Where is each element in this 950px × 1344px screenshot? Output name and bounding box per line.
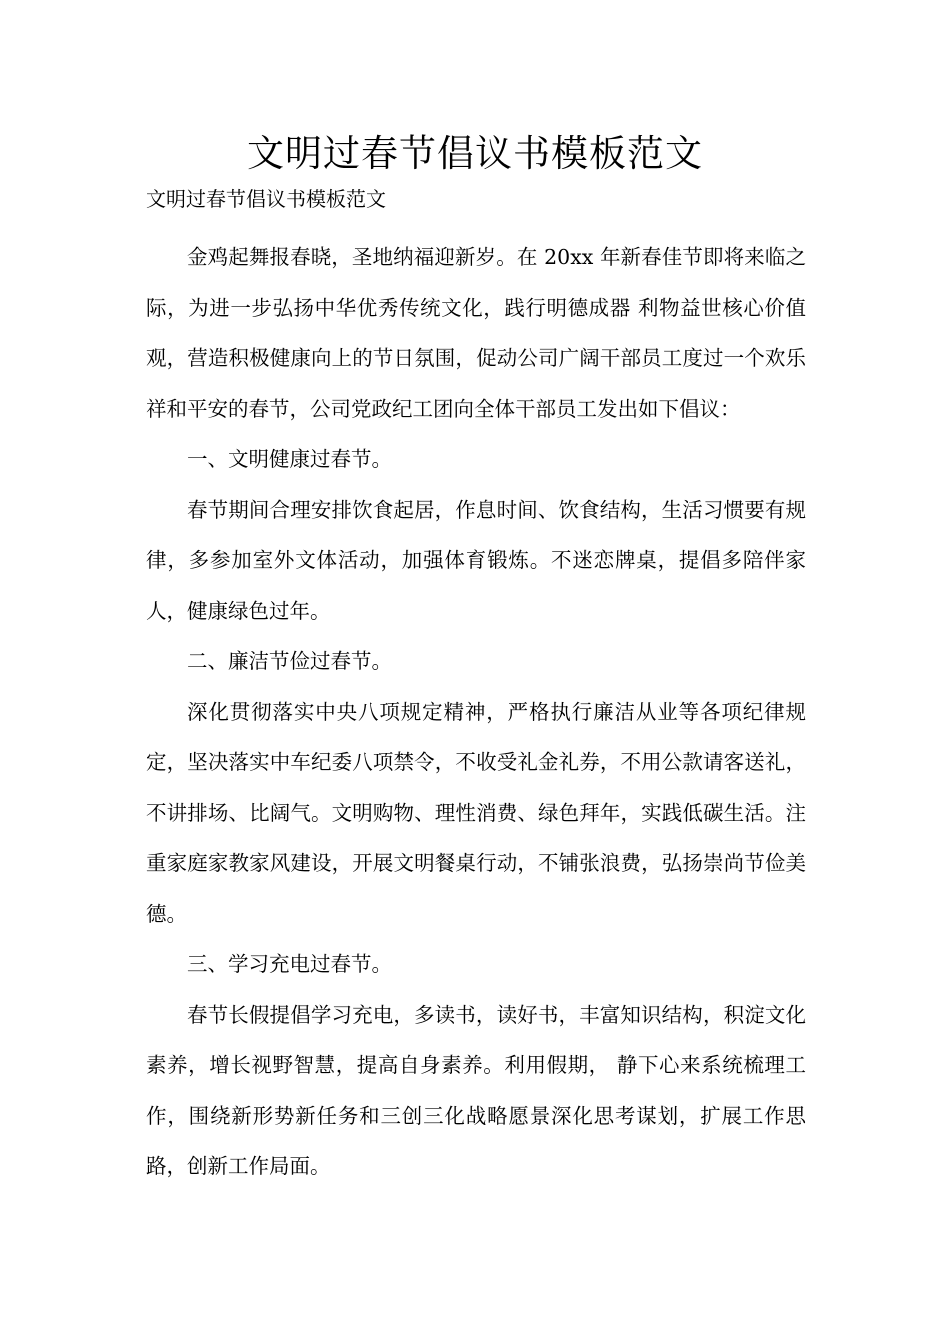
section-heading-2: 二、廉洁节俭过春节。 xyxy=(187,649,392,673)
document-body xyxy=(146,232,806,1192)
document-subtitle: 文明过春节倡议书模板范文 xyxy=(146,187,386,211)
intro-paragraph: 金鸡起舞报春晓，圣地纳福迎新岁。在 20xx 年新春佳节即将来临之际，为进一步弘扬中华优秀传统文化，践行明德成器 利物益世核心价值观，营造积极健康向上的节日氛围，促动公司广阔干部员工度过一个欢乐祥和平安的春节，公司党政纪工团向全体干部员工发出如下倡议： xyxy=(146,245,806,421)
section-paragraph-3: 春节长假提倡学习充电，多读书，读好书，丰富知识结构，积淀文化素养，增长视野智慧，提高自身素养。利用假期， 静下心来系统梳理工作，围绕新形势新任务和三创三化战略愿景深化思考谋划，扩展工作思路，创新工作局面。 xyxy=(146,1002,806,1178)
section-heading-1: 一、文明健康过春节。 xyxy=(187,447,392,471)
section-paragraph-1: 春节期间合理安排饮食起居，作息时间、饮食结构，生活习惯要有规律，多参加室外文体活动，加强体育锻炼。不迷恋牌桌，提倡多陪伴家人，健康绿色过年。 xyxy=(146,497,806,623)
section-paragraph-2: 深化贯彻落实中央八项规定精神，严格执行廉洁从业等各项纪律规定，坚决落实中车纪委八项禁令，不收受礼金礼券，不用公款请客送礼，不讲排场、比阔气。文明购物、理性消费、绿色拜年，实践低碳生活。注重家庭家教家风建设，开展文明餐桌行动，不铺张浪费，弘扬崇尚节俭美德。 xyxy=(146,699,806,926)
section-heading-3: 三、学习充电过春节。 xyxy=(187,952,392,976)
document-title: 文明过春节倡议书模板范文 xyxy=(247,132,703,175)
